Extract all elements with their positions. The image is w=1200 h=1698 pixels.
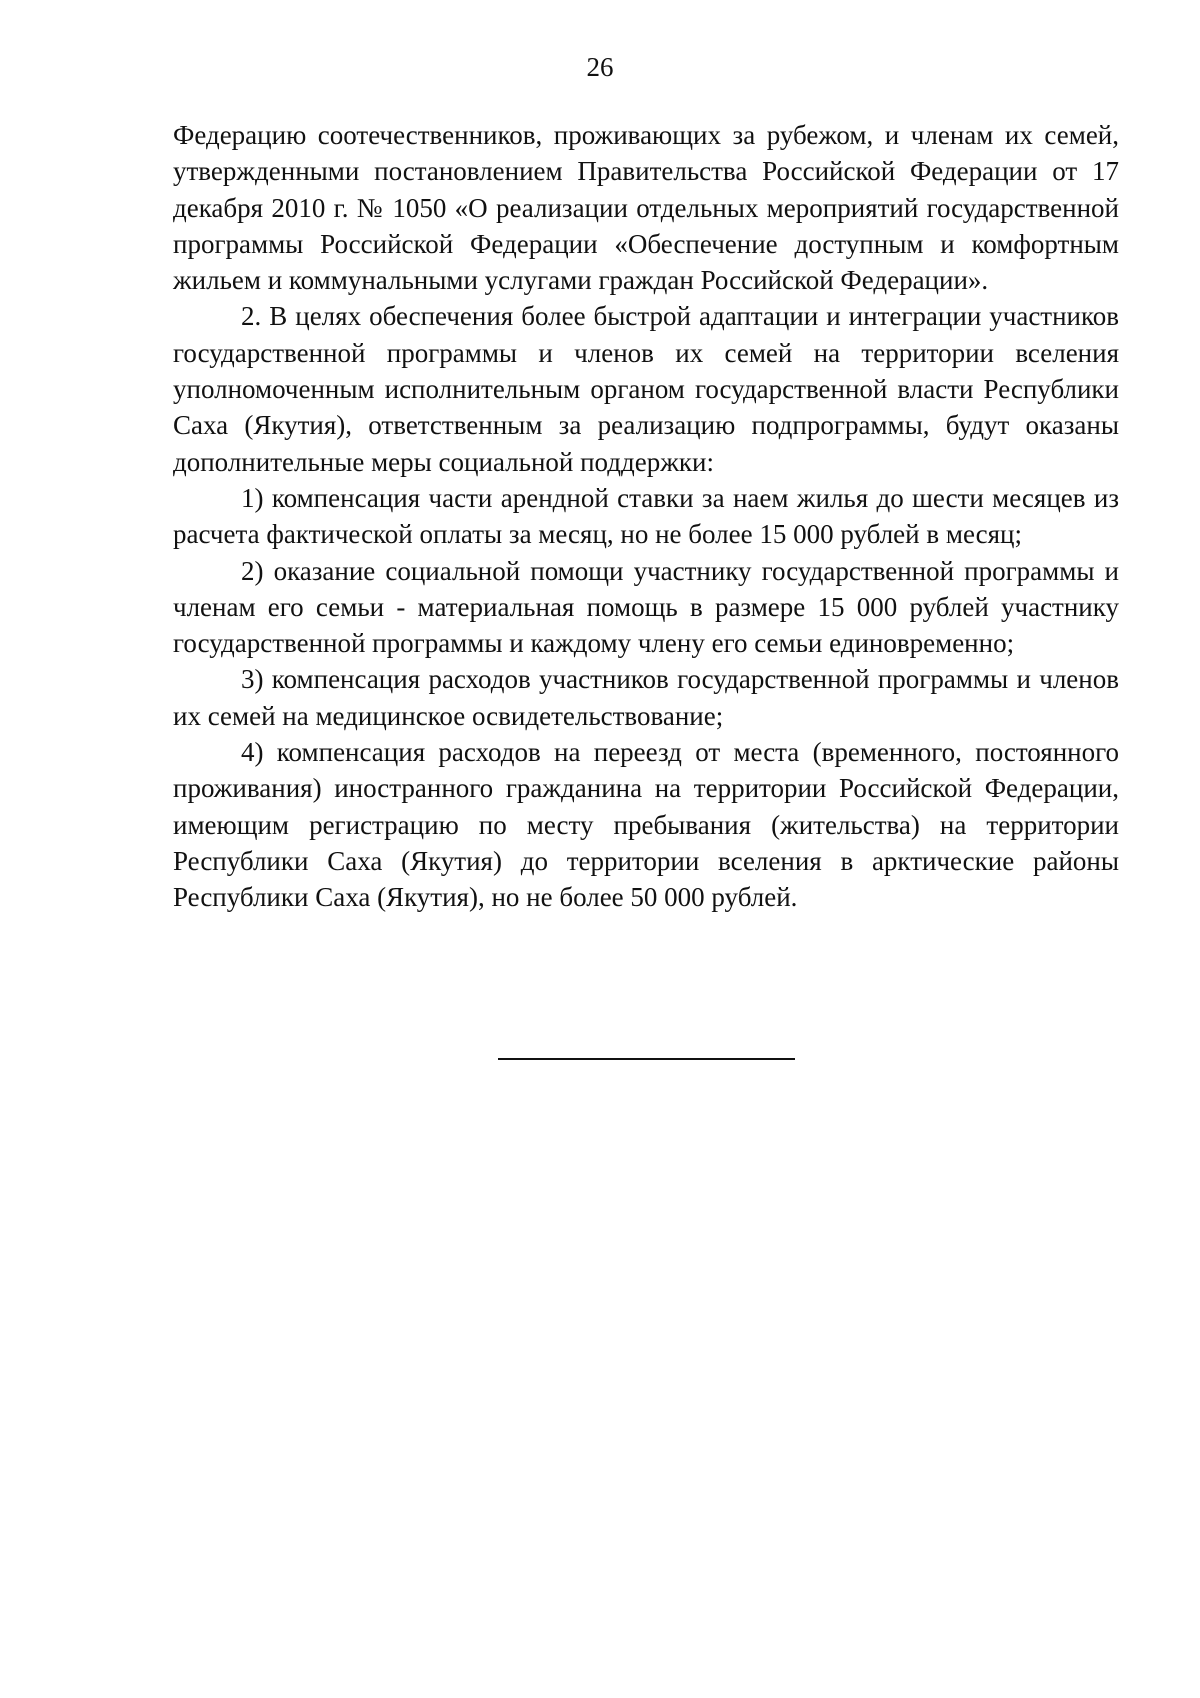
paragraph-item-2: 2. В целях обеспечения более быстрой адаптации и интеграции участников государственной программы и членов их семей на территории вселения уполномоченным исполнительным органом государственной власти Республики Саха (Якутия), ответственным за реализацию подпрограммы, будут оказаны дополнительные меры социальной поддержки: bbox=[173, 301, 1119, 477]
list-item-4: 4) компенсация расходов на переезд от места (временного, постоянного проживания) иностранного гражданина на территории Российской Федерации, имеющим регистрацию по месту пребывания (жительства) на территории Республики Саха (Якутия) до территории вселения в арктические районы Республики Саха (Якутия), но не более 50 000 рублей. bbox=[173, 737, 1119, 913]
list-item-1: 1) компенсация части арендной ставки за наем жилья до шести месяцев из расчета фактической оплаты за месяц, но не более 15 000 рублей в месяц; bbox=[173, 482, 1119, 550]
list-item-3: 3) компенсация расходов участников государственной программы и членов их семей на медицинское освидетельствование; bbox=[173, 664, 1119, 731]
closing-rule bbox=[498, 1058, 795, 1060]
paragraph-continuation: Федерацию соотечественников, проживающих за рубежом, и членам их семей, утвержденными постановлением Правительства Российской Федерации от 17 декабря 2010 г. № 1050 «О реализации отдельных мероприятий государственной программы Российской Федерации «Обеспечение доступным и комфортным жильем и коммунальными услугами граждан Российской Федерации». bbox=[173, 120, 1119, 296]
list-item-2: 2) оказание социальной помощи участнику государственной программы и членам его семьи - материальная помощь в размере 15 000 рублей участнику государственной программы и каждому члену его семьи единовременно; bbox=[173, 555, 1119, 659]
page-number: 26 bbox=[586, 52, 614, 82]
document-body bbox=[173, 117, 1119, 916]
